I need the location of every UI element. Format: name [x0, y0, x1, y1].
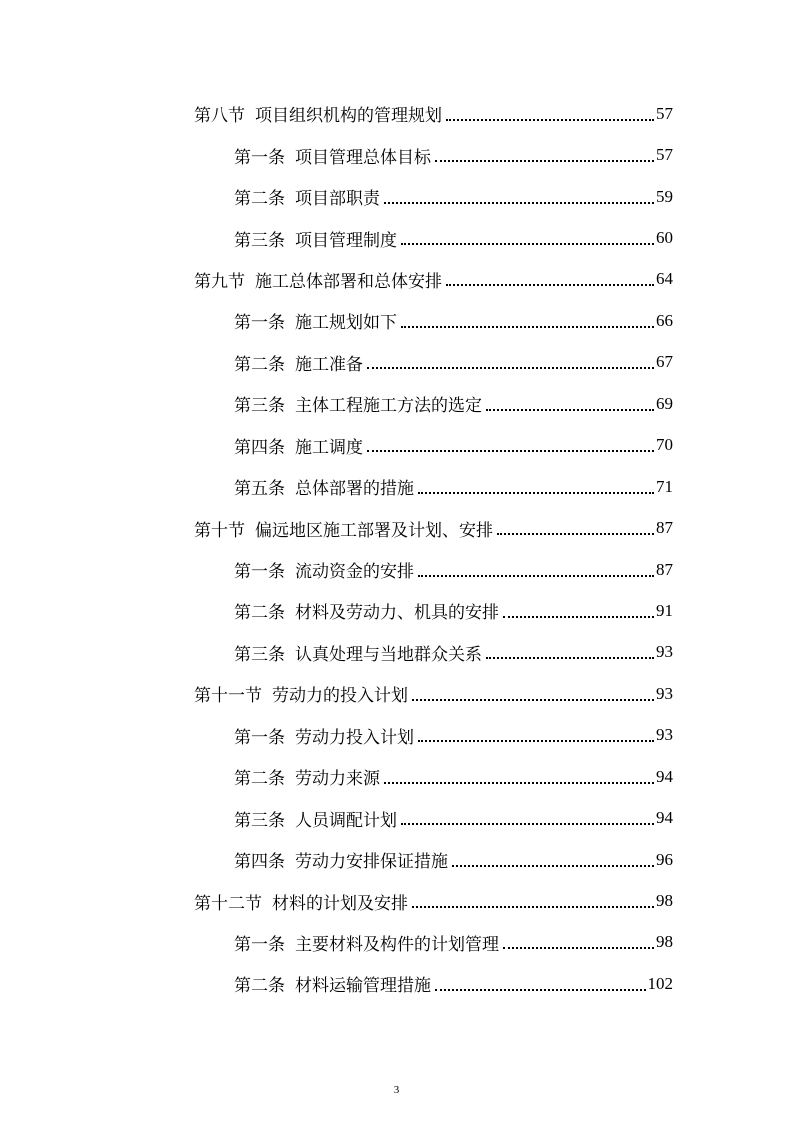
toc-entry-prefix: 第三条: [234, 230, 285, 251]
toc-entry-page-number: 93: [656, 642, 673, 662]
toc-entry-page-number: 57: [656, 103, 673, 123]
toc-entry-label: [234, 598, 499, 623]
toc-entry-prefix: 第一条: [234, 727, 285, 748]
toc-subsection-entry[interactable]: [0, 549, 673, 590]
toc-entry-page-number: 93: [656, 725, 673, 745]
toc-subsection-entry[interactable]: [0, 342, 673, 383]
toc-subsection-entry[interactable]: [0, 590, 673, 631]
toc-dot-leader: [401, 326, 654, 328]
toc-dot-leader: [401, 823, 654, 825]
toc-entry-label: [234, 143, 431, 168]
toc-entry-title: 偏远地区施工部署及计划、安排: [255, 520, 493, 541]
toc-entry-prefix: 第十节: [194, 520, 245, 541]
toc-dot-leader: [412, 906, 654, 908]
toc-dot-leader: [452, 865, 654, 867]
toc-dot-leader: [401, 243, 654, 245]
toc-entry-prefix: 第二条: [234, 976, 285, 997]
toc-dot-leader: [497, 533, 654, 535]
toc-entry-prefix: 第二条: [234, 189, 285, 210]
toc-entry-label: [234, 806, 397, 831]
toc-entry-prefix: 第八节: [194, 106, 245, 127]
toc-subsection-entry[interactable]: [0, 383, 673, 424]
toc-entry-title: 材料的计划及安排: [272, 893, 408, 914]
toc-entry-page-number: 93: [656, 683, 673, 703]
toc-entry-label: [234, 723, 414, 748]
toc-dot-leader: [384, 202, 654, 204]
toc-entry-page-number: 98: [656, 891, 673, 911]
toc-entry-title: 总体部署的措施: [295, 479, 414, 500]
toc-section-entry[interactable]: [0, 93, 673, 134]
toc-entry-prefix: 第四条: [234, 437, 285, 458]
toc-entry-title: 项目组织机构的管理规划: [255, 106, 442, 127]
toc-entry-page-number: 64: [656, 269, 673, 289]
toc-subsection-entry[interactable]: [0, 922, 673, 963]
toc-entry-page-number: 59: [656, 186, 673, 206]
toc-entry-label: [194, 516, 493, 541]
toc-entry-title: 劳动力来源: [295, 769, 380, 790]
toc-entry-prefix: 第四条: [234, 852, 285, 873]
toc-subsection-entry[interactable]: [0, 300, 673, 341]
toc-entry-prefix: 第一条: [234, 313, 285, 334]
toc-subsection-entry[interactable]: [0, 963, 673, 1004]
toc-entry-title: 材料运输管理措施: [295, 976, 431, 997]
toc-dot-leader: [418, 575, 654, 577]
toc-entry-title: 施工调度: [295, 437, 363, 458]
toc-entry-title: 项目管理总体目标: [295, 147, 431, 168]
toc-entry-title: 流动资金的安排: [295, 562, 414, 583]
toc-entry-page-number: 70: [656, 435, 673, 455]
toc-dot-leader: [412, 699, 654, 701]
toc-entry-title: 认真处理与当地群众关系: [295, 644, 482, 665]
toc-subsection-entry[interactable]: [0, 756, 673, 797]
toc-entry-label: [234, 640, 482, 665]
toc-entry-label: [234, 764, 380, 789]
toc-entry-title: 施工准备: [295, 354, 363, 375]
toc-dot-leader: [503, 947, 654, 949]
toc-dot-leader: [418, 740, 654, 742]
toc-entry-page-number: 94: [656, 766, 673, 786]
toc-section-entry[interactable]: [0, 880, 673, 921]
toc-entry-title: 材料及劳动力、机具的安排: [295, 603, 499, 624]
toc-entry-page-number: 96: [656, 849, 673, 869]
toc-entry-title: 劳动力安排保证措施: [295, 852, 448, 873]
toc-entry-page-number: 87: [656, 518, 673, 538]
toc-subsection-entry[interactable]: [0, 466, 673, 507]
toc-dot-leader: [367, 367, 654, 369]
toc-section-entry[interactable]: [0, 673, 673, 714]
toc-entry-label: [234, 557, 414, 582]
toc-entry-prefix: 第二条: [234, 354, 285, 375]
toc-entry-page-number: 91: [656, 600, 673, 620]
toc-entry-label: [234, 971, 431, 996]
toc-entry-prefix: 第一条: [234, 562, 285, 583]
toc-entry-prefix: 第三条: [234, 644, 285, 665]
toc-entry-page-number: 67: [656, 352, 673, 372]
toc-entry-label: [234, 226, 397, 251]
toc-entry-prefix: 第二条: [234, 769, 285, 790]
toc-entry-title: 施工总体部署和总体安排: [255, 271, 442, 292]
toc-dot-leader: [503, 616, 654, 618]
toc-entry-label: [234, 391, 482, 416]
toc-subsection-entry[interactable]: [0, 134, 673, 175]
toc-entry-label: [234, 474, 414, 499]
toc-entry-page-number: 98: [656, 932, 673, 952]
toc-entry-label: [234, 184, 380, 209]
table-of-contents: [0, 93, 793, 1005]
toc-entry-page-number: 94: [656, 808, 673, 828]
toc-subsection-entry[interactable]: [0, 176, 673, 217]
toc-entry-title: 主体工程施工方法的选定: [295, 396, 482, 417]
toc-entry-prefix: 第二条: [234, 603, 285, 624]
toc-dot-leader: [486, 409, 654, 411]
toc-entry-label: [194, 681, 408, 706]
toc-subsection-entry[interactable]: [0, 425, 673, 466]
toc-entry-prefix: 第十一节: [194, 686, 262, 707]
toc-entry-label: [234, 350, 363, 375]
toc-entry-prefix: 第五条: [234, 479, 285, 500]
toc-section-entry[interactable]: [0, 259, 673, 300]
toc-subsection-entry[interactable]: [0, 217, 673, 258]
page-number: 3: [393, 1084, 400, 1096]
toc-dot-leader: [446, 119, 654, 121]
toc-entry-label: [194, 267, 442, 292]
toc-entry-prefix: 第一条: [234, 147, 285, 168]
toc-entry-page-number: 69: [656, 393, 673, 413]
toc-dot-leader: [367, 450, 654, 452]
toc-subsection-entry[interactable]: [0, 839, 673, 880]
toc-dot-leader: [418, 492, 654, 494]
toc-entry-label: [234, 847, 448, 872]
toc-entry-prefix: 第十二节: [194, 893, 262, 914]
toc-entry-title: 项目部职责: [295, 189, 380, 210]
toc-entry-prefix: 第三条: [234, 396, 285, 417]
toc-entry-prefix: 第三条: [234, 810, 285, 831]
toc-entry-title: 主要材料及构件的计划管理: [295, 934, 499, 955]
toc-entry-title: 劳动力的投入计划: [272, 686, 408, 707]
toc-entry-page-number: 60: [656, 228, 673, 248]
toc-entry-label: [234, 930, 499, 955]
toc-entry-title: 施工规划如下: [295, 313, 397, 334]
toc-entry-label: [234, 433, 363, 458]
toc-dot-leader: [435, 989, 646, 991]
toc-entry-page-number: 87: [656, 559, 673, 579]
toc-dot-leader: [384, 782, 654, 784]
toc-section-entry[interactable]: [0, 507, 673, 548]
toc-subsection-entry[interactable]: [0, 797, 673, 838]
toc-entry-prefix: 第九节: [194, 271, 245, 292]
toc-entry-label: [194, 889, 408, 914]
toc-entry-title: 劳动力投入计划: [295, 727, 414, 748]
toc-entry-label: [234, 308, 397, 333]
toc-entry-title: 人员调配计划: [295, 810, 397, 831]
toc-subsection-entry[interactable]: [0, 632, 673, 673]
toc-dot-leader: [486, 657, 654, 659]
toc-dot-leader: [446, 284, 654, 286]
toc-entry-page-number: 71: [656, 476, 673, 496]
toc-subsection-entry[interactable]: [0, 715, 673, 756]
toc-entry-page-number: 102: [647, 973, 673, 993]
toc-dot-leader: [435, 160, 654, 162]
toc-entry-label: [194, 101, 442, 126]
toc-entry-page-number: 57: [656, 145, 673, 165]
toc-entry-prefix: 第一条: [234, 934, 285, 955]
toc-entry-page-number: 66: [656, 310, 673, 330]
toc-entry-title: 项目管理制度: [295, 230, 397, 251]
